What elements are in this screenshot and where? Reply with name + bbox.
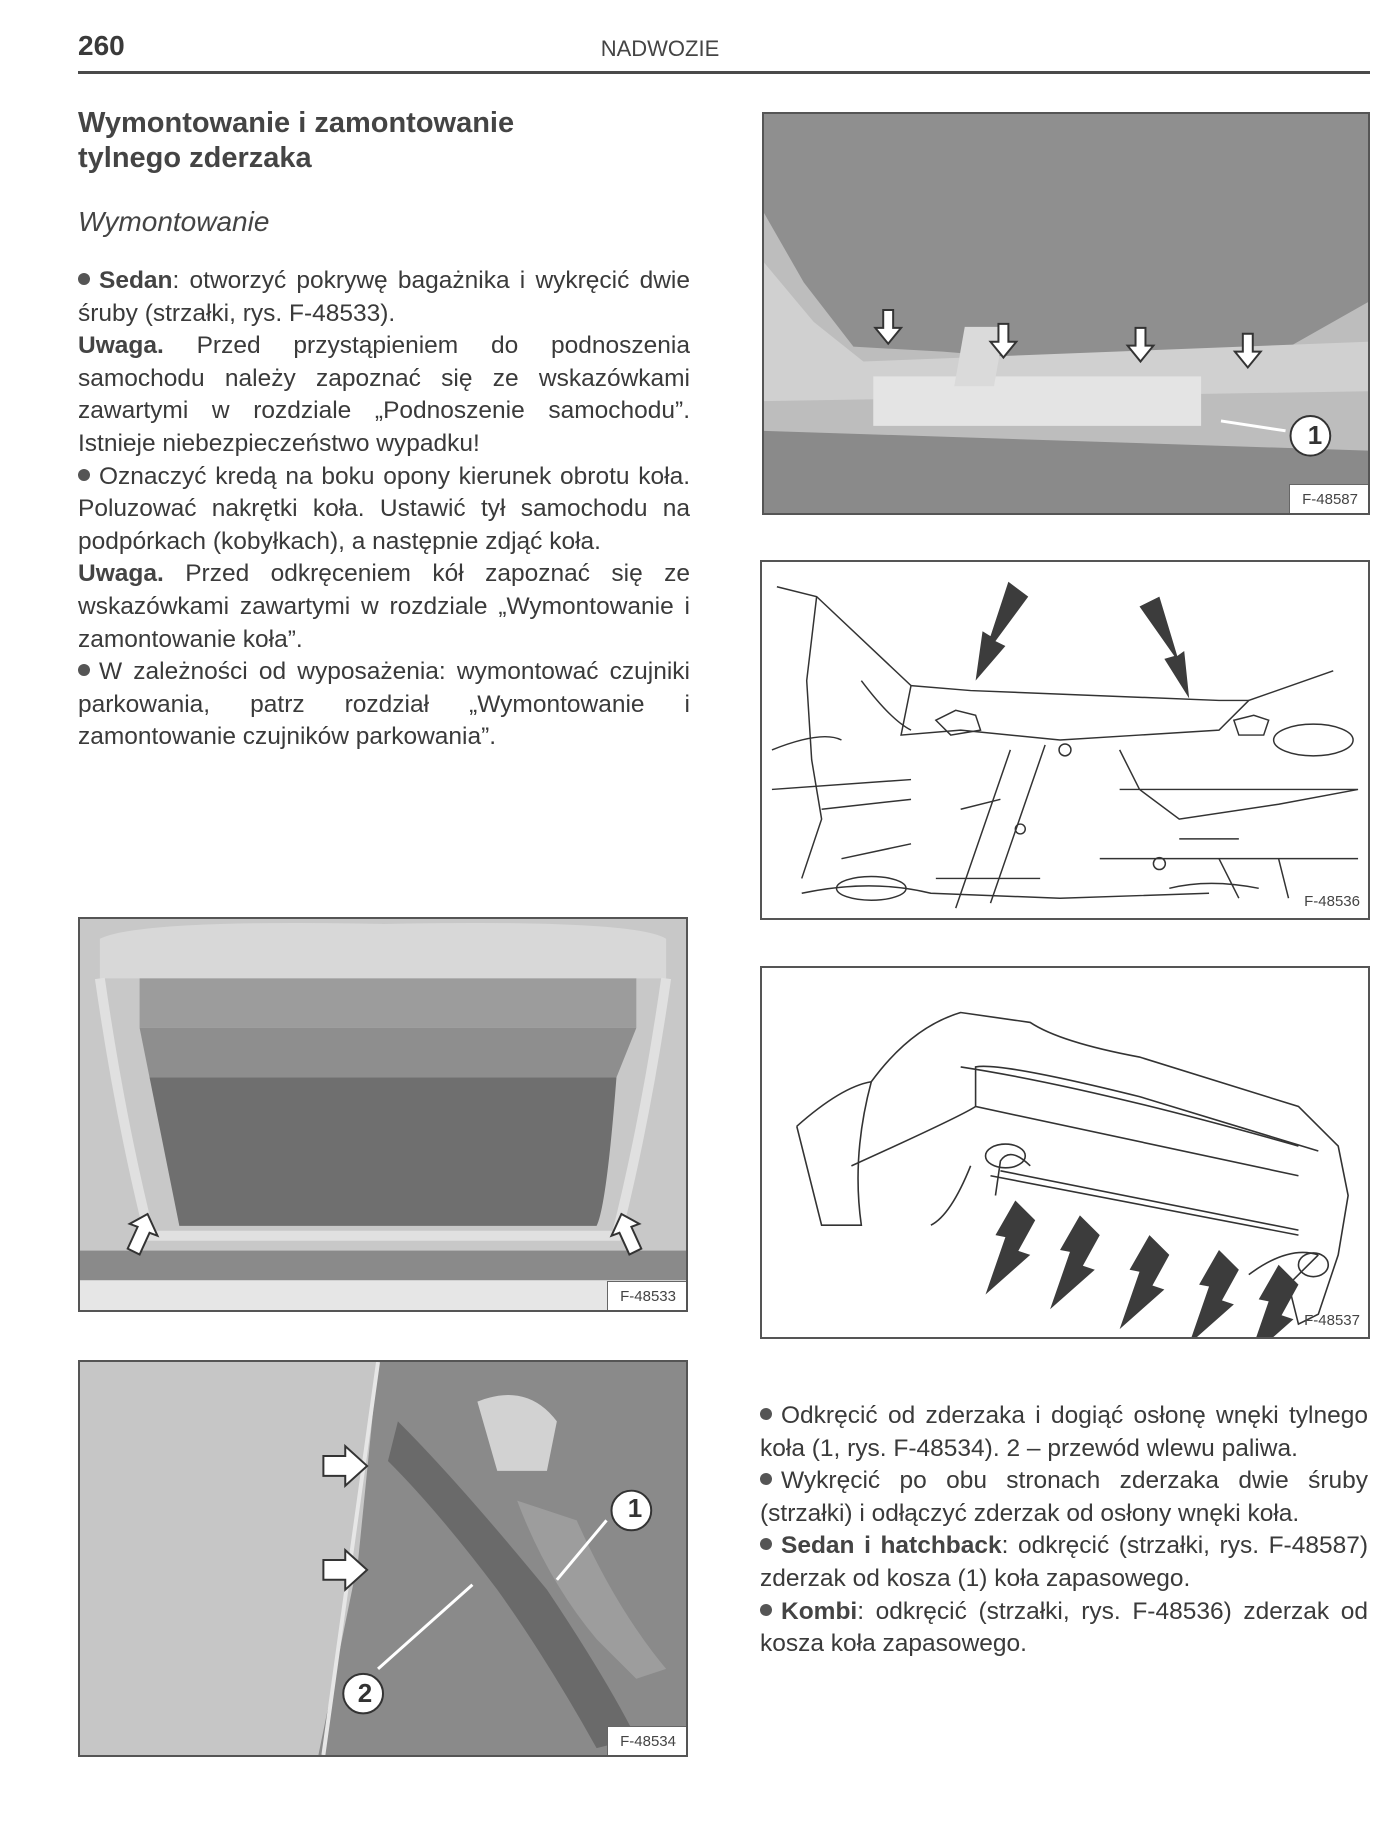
- figure-f48536: [760, 560, 1370, 920]
- paragraph-warning-lifting: [78, 330, 690, 460]
- section-title-line-2: tylnego zderzaka: [78, 142, 312, 174]
- arrow-icon: [976, 582, 1190, 699]
- section-title: [78, 106, 698, 176]
- paragraph-warning-wheels: [78, 558, 690, 656]
- paragraph-sedan: [78, 265, 690, 330]
- header-rule: [78, 71, 1370, 74]
- figure-label: F-48534: [607, 1726, 686, 1755]
- paragraph-text: W zależności od wyposażenia: wymontować czujniki parkowania, patrz rozdział „Wymontowanie i zamontowanie czujników parkowania”.: [78, 658, 690, 751]
- figure-f48537: [760, 966, 1370, 1339]
- paragraph-wheel-arch: [760, 1400, 1368, 1465]
- bullet-icon: [760, 1604, 772, 1616]
- paragraph-wheels: [78, 461, 690, 559]
- paragraph-lead: Kombi: [781, 1597, 858, 1625]
- drawing-underbody-kombi: [762, 562, 1368, 918]
- paragraph-text: Przed odkręceniem kół zapoznać się ze wskazówkami zawartymi w rozdziale „Wymontowanie i zamontowanie koła”.: [78, 560, 690, 653]
- bullet-icon: [760, 1408, 772, 1420]
- paragraph-text: : odkręcić (strzałki, rys. F-48587) zderzak od kosza (1) koła zapasowego.: [760, 1532, 1368, 1592]
- paragraph-lead: Uwaga.: [78, 560, 164, 588]
- callout-1: 1: [627, 1493, 643, 1523]
- paragraph-text: : otworzyć pokrywę bagażnika i wykręcić dwie śruby (strzałki, rys. F-48533).: [78, 267, 690, 327]
- paragraph-lead: Uwaga.: [78, 332, 164, 360]
- figure-label: F-48587: [1289, 484, 1368, 513]
- drawing-rear-bumper: [762, 968, 1368, 1337]
- left-column-text: [78, 265, 690, 754]
- section-title-line-1: Wymontowanie i zamontowanie: [78, 107, 515, 139]
- paragraph-text: Oznaczyć kredą na boku opony kierunek obrotu koła. Poluzować nakrętki koła. Ustawić tył samochodu na podpórkach (kobyłkach), a następnie zdjąć koła.: [78, 462, 690, 555]
- paragraph-side-screws: [760, 1465, 1368, 1530]
- paragraph-lead: Sedan: [99, 267, 173, 294]
- paragraph-text: : odkręcić (strzałki, rys. F-48536) zderzak od kosza koła zapasowego.: [760, 1597, 1368, 1658]
- paragraph-parking-sensors: [78, 656, 690, 754]
- subsection-title: Wymontowanie: [78, 206, 270, 237]
- figure-label: F-48536: [1304, 893, 1360, 910]
- paragraph-sedan-hatchback: [760, 1530, 1368, 1595]
- figure-f48534: [78, 1360, 688, 1757]
- paragraph-text: Przed przystąpieniem do podnoszenia samochodu należy zapoznać się ze wskazówkami zawartymi w rozdziale „Podnoszenie samochodu”. Istnieje niebezpieczeństwo wypadku!: [78, 332, 690, 457]
- photo-open-trunk: [80, 919, 686, 1310]
- right-column-text: [760, 1400, 1368, 1661]
- figure-f48587: [762, 112, 1370, 515]
- paragraph-lead: Sedan i hatchback: [781, 1532, 1002, 1560]
- paragraph-text: Wykręcić po obu stronach zderzaka dwie śruby (strzałki) i odłączyć zderzak od osłony wnęki koła.: [760, 1467, 1368, 1527]
- paragraph-text: Odkręcić od zderzaka i dogiąć osłonę wnęki tylnego koła (1, rys. F-48534). 2 – przewód wlewu paliwa.: [760, 1402, 1368, 1462]
- callout-2: 2: [357, 1678, 373, 1708]
- figure-label: F-48537: [1304, 1312, 1360, 1329]
- running-head: NADWOZIE: [600, 36, 720, 61]
- bullet-icon: [760, 1538, 772, 1550]
- figure-label: F-48533: [607, 1281, 686, 1310]
- callout-1: 1: [1307, 420, 1323, 450]
- bullet-icon: [78, 664, 90, 676]
- bullet-icon: [78, 469, 90, 481]
- figure-f48533: [78, 917, 688, 1312]
- photo-underbody: [764, 114, 1368, 513]
- bullet-icon: [760, 1473, 772, 1485]
- page-number: 260: [78, 30, 125, 61]
- paragraph-kombi: [760, 1596, 1368, 1661]
- bullet-icon: [78, 273, 90, 285]
